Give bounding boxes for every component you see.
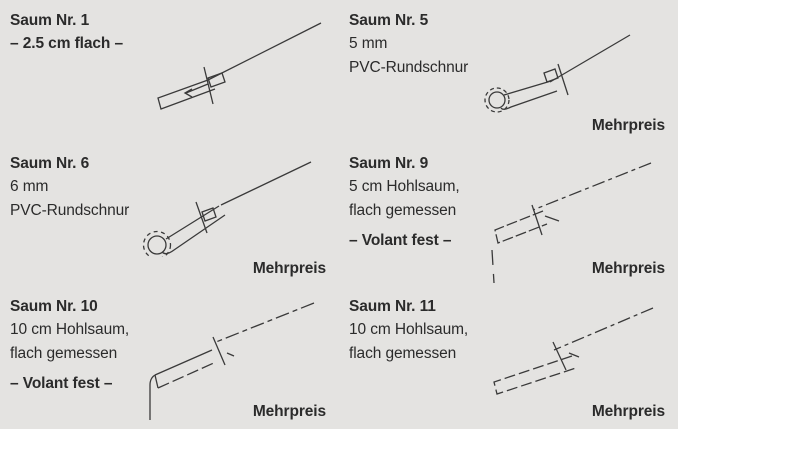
pvc-round-cord-diagram [444, 20, 659, 125]
seam-spec-line: flach gemessen [349, 202, 457, 219]
seam-title: Saum Nr. 5 [349, 12, 429, 29]
surcharge-label: Mehrpreis [591, 260, 665, 277]
seam-note: – Volant fest – [10, 375, 113, 392]
surcharge-label: Mehrpreis [252, 403, 326, 420]
surcharge-label: Mehrpreis [252, 260, 326, 277]
panel-text [10, 152, 129, 223]
panel-saum-nr-10 [0, 286, 339, 429]
panel-saum-nr-5 [339, 0, 678, 143]
seam-title: Saum Nr. 10 [10, 298, 98, 315]
seam-spec-line: 6 mm [10, 178, 49, 195]
panel-saum-nr-1 [0, 0, 339, 143]
seam-title: Saum Nr. 11 [349, 298, 436, 315]
seam-title: Saum Nr. 9 [349, 155, 429, 172]
panel-text [10, 295, 129, 396]
seam-title: Saum Nr. 1 [10, 12, 90, 29]
seam-spec-line: 5 mm [349, 35, 388, 52]
seam-note: – Volant fest – [349, 232, 452, 249]
flat-hem-diagram [138, 12, 328, 122]
surcharge-label: Mehrpreis [591, 117, 665, 134]
panel-saum-nr-9 [339, 143, 678, 286]
panel-saum-nr-6 [0, 143, 339, 286]
seam-spec-line: 10 cm Hohlsaum, [10, 321, 130, 338]
seam-spec-line: flach gemessen [349, 345, 457, 362]
seam-spec-line: 5 cm Hohlsaum, [349, 178, 460, 195]
pvc-round-cord-diagram [133, 157, 318, 257]
seam-spec-line: PVC-Rundschnur [10, 202, 130, 219]
seam-title: Saum Nr. 6 [10, 155, 90, 172]
seam-spec-line: 10 cm Hohlsaum, [349, 321, 469, 338]
seam-note: – 2.5 cm flach – [10, 35, 123, 52]
panel-text [10, 9, 123, 56]
hollow-hem-diagram [442, 300, 657, 410]
seam-spec-line: PVC-Rundschnur [349, 59, 469, 76]
seam-spec-line: flach gemessen [10, 345, 118, 362]
panel-saum-nr-11 [339, 286, 678, 429]
surcharge-label: Mehrpreis [591, 403, 665, 420]
